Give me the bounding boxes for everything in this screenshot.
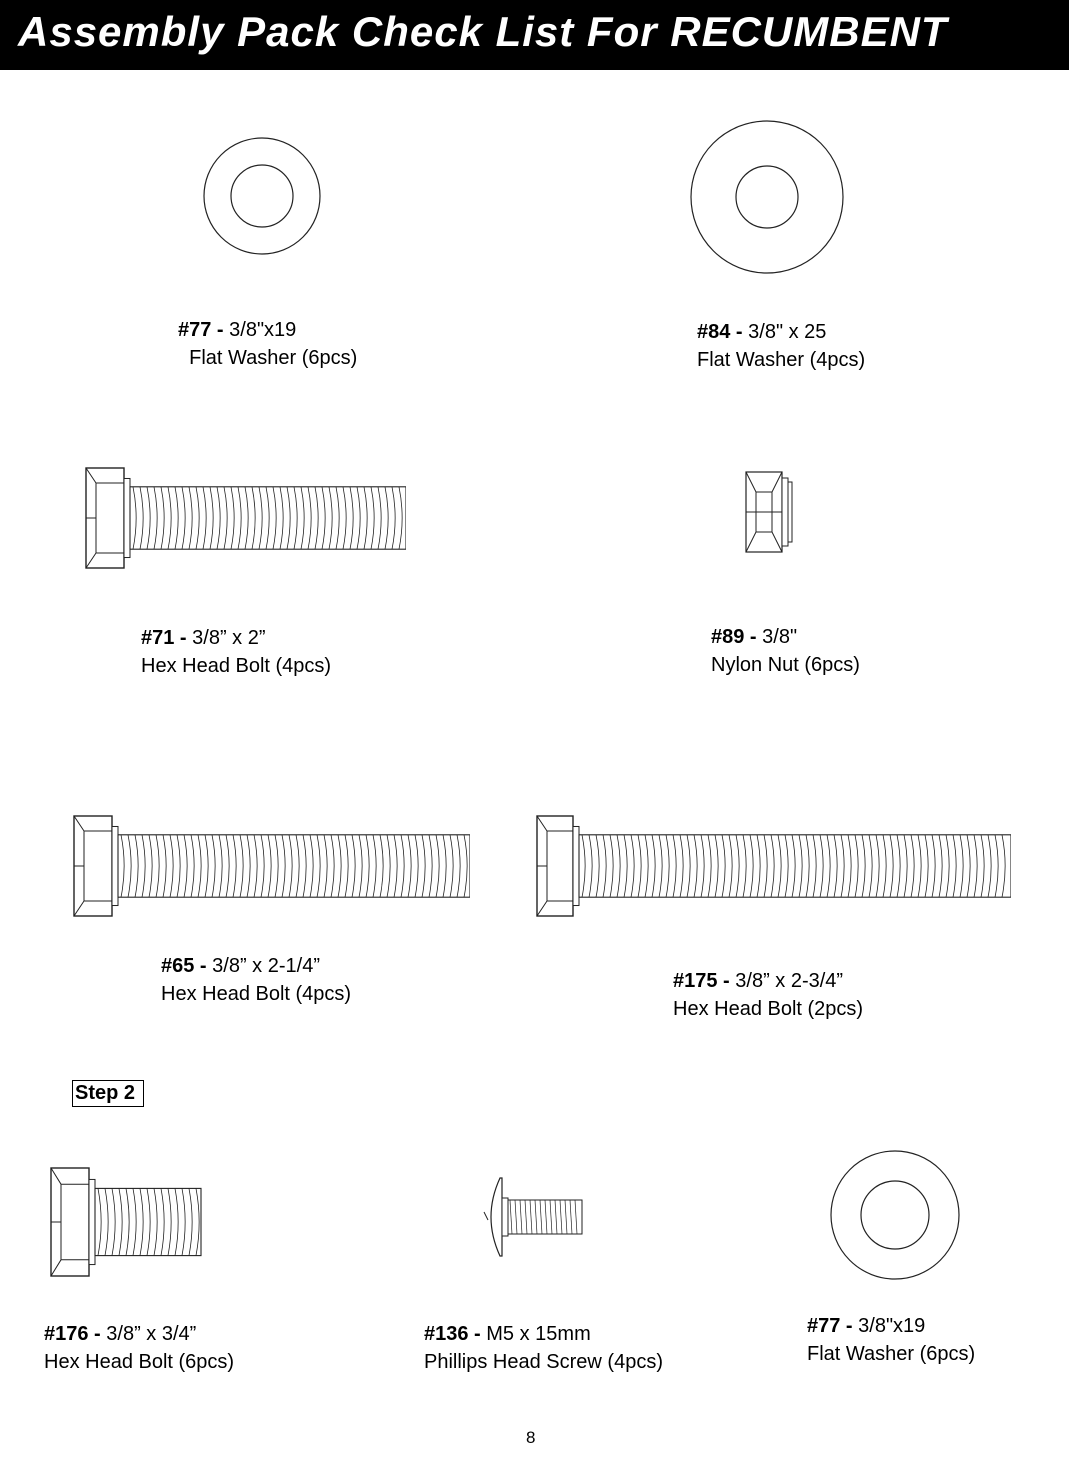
part-size: 3/8” x 2-3/4”: [735, 970, 844, 992]
hex-head-bolt-icon: [84, 466, 406, 570]
page-header: [0, 0, 1069, 70]
hex-head-bolt-icon: [535, 814, 1011, 918]
part-number: #77 -: [178, 319, 230, 341]
part-size: 3/8” x 2-1/4”: [212, 955, 320, 977]
page-number: 8: [526, 1428, 536, 1447]
part-number: #84 -: [697, 321, 749, 343]
part-label: [807, 1312, 975, 1368]
part-description: Hex Head Bolt (4pcs): [141, 655, 332, 677]
part-description: Flat Washer (6pcs): [178, 347, 358, 369]
part-size: 3/8"x19: [229, 319, 297, 341]
part-label: [697, 318, 865, 374]
step-label: Step 2: [72, 1080, 144, 1107]
part-label: [141, 624, 331, 680]
part-number: #89 -: [711, 626, 763, 648]
part-size: M5 x 15mm: [486, 1323, 591, 1345]
part-description: Flat Washer (4pcs): [697, 349, 866, 371]
part-number: #136 -: [424, 1323, 487, 1345]
nylon-nut-icon: [742, 468, 798, 556]
part-description: Flat Washer (6pcs): [807, 1343, 976, 1365]
part-size: 3/8": [762, 626, 798, 648]
part-number: #175 -: [673, 970, 736, 992]
part-description: Hex Head Bolt (4pcs): [161, 983, 352, 1005]
part-label: [44, 1320, 234, 1376]
part-number: #65 -: [161, 955, 213, 977]
part-size: 3/8"x19: [858, 1315, 926, 1337]
part-label: [711, 623, 860, 679]
phillips-head-screw-icon: [480, 1172, 588, 1262]
part-size: 3/8” x 3/4”: [106, 1323, 197, 1345]
part-label: [178, 316, 357, 372]
part-number: #71 -: [141, 627, 193, 649]
part-number: #77 -: [807, 1315, 859, 1337]
flat-washer-icon: [200, 134, 324, 258]
page-title: Assembly Pack Check List For RECUMBENT: [18, 8, 948, 55]
flat-washer-icon: [687, 117, 847, 277]
part-number: #176 -: [44, 1323, 107, 1345]
part-label: [673, 967, 863, 1023]
flat-washer-icon: [828, 1148, 962, 1282]
part-description: Hex Head Bolt (6pcs): [44, 1351, 235, 1373]
part-label: [424, 1320, 663, 1376]
part-size: 3/8” x 2”: [192, 627, 266, 649]
part-label: [161, 952, 351, 1008]
part-size: 3/8" x 25: [748, 321, 827, 343]
part-description: Hex Head Bolt (2pcs): [673, 998, 864, 1020]
hex-head-bolt-icon: [72, 814, 470, 918]
part-description: Phillips Head Screw (4pcs): [424, 1351, 663, 1373]
part-description: Nylon Nut (6pcs): [711, 654, 860, 676]
hex-head-bolt-icon: [49, 1166, 203, 1278]
